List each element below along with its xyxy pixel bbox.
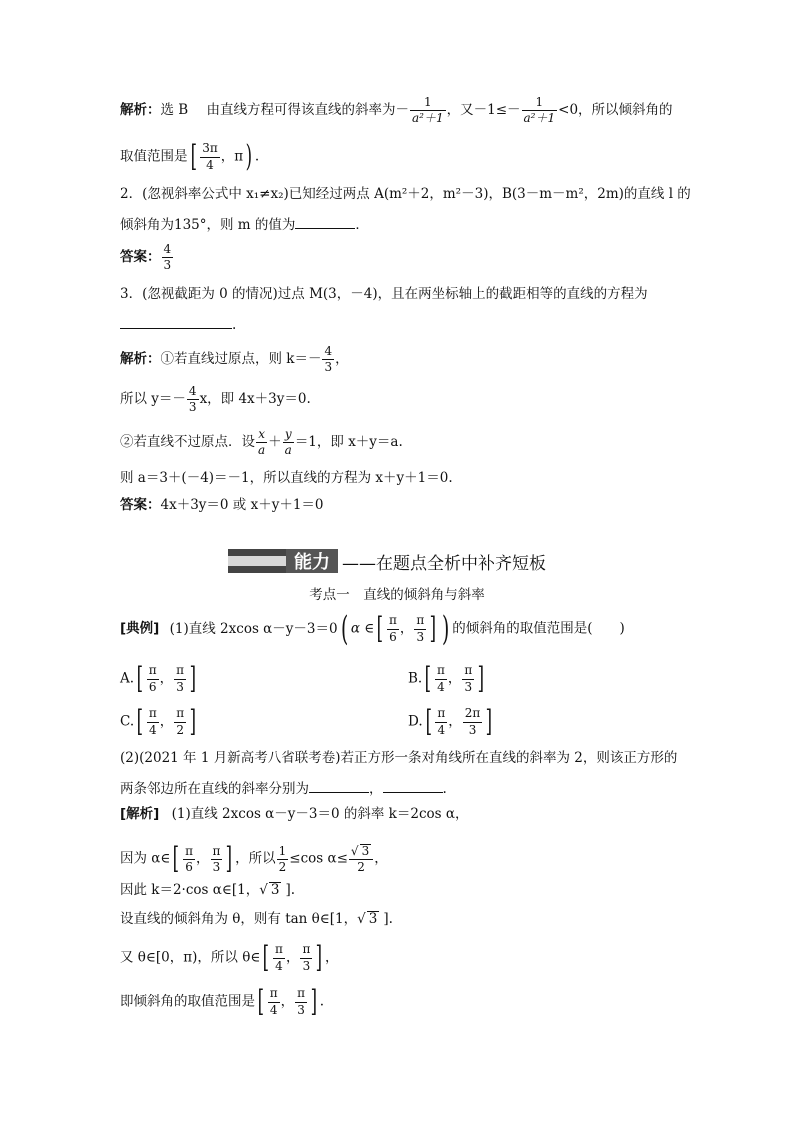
answer-blank: [309, 780, 369, 793]
left-bracket: [: [173, 841, 180, 877]
fraction: [463, 707, 483, 736]
numerator: π: [174, 707, 186, 722]
solution-step-5: [120, 940, 339, 975]
text: (1)直线 2xcos α－y－3＝0: [169, 620, 338, 637]
text: 倾斜角为135°，则 m 的值为: [120, 217, 296, 233]
denominator: 3: [416, 629, 425, 644]
fraction: [435, 664, 447, 693]
right-bracket: ]: [485, 704, 493, 739]
question-2-line-1: 2．(忽视斜率公式中 x₁≠x₂)已知经过两点 A(m²＋2，m²－3)，B(3－m－m²，2m)的直线 l 的: [120, 186, 691, 202]
text: 因为 α∈: [120, 850, 171, 867]
denominator: 4: [269, 1002, 278, 1017]
solution-label: 解析：: [120, 102, 161, 119]
numerator: √ 3: [349, 844, 373, 860]
answer-label: 答案：: [120, 249, 161, 266]
text: ，: [159, 713, 174, 730]
solution-line-2: [120, 139, 260, 174]
right-bracket: ]: [429, 611, 437, 646]
numerator: 3π: [200, 142, 220, 157]
solution-step-2: [120, 841, 388, 877]
text: x，即 4x＋3y＝0.: [199, 391, 311, 408]
fraction: [187, 385, 199, 414]
fraction: [174, 664, 186, 693]
fraction: [277, 845, 289, 874]
numerator: π: [387, 614, 399, 629]
fraction: [268, 987, 280, 1016]
answer-label: 答案：: [120, 497, 161, 513]
denominator: 6: [389, 629, 397, 644]
question-3-solution-4: 则 a＝3＋(－4)＝－1，所以直线的方程为 x＋y＋1＝0.: [120, 470, 453, 486]
numerator: π: [414, 614, 426, 629]
numerator: 1: [522, 96, 558, 111]
fraction: [211, 845, 223, 874]
text: ，: [399, 620, 414, 637]
numerator: 1: [410, 96, 446, 111]
numerator: π: [462, 664, 474, 679]
right-bracket: ]: [226, 841, 233, 877]
text: ．: [355, 217, 369, 233]
denominator: 3: [212, 859, 221, 874]
text: ，: [369, 781, 383, 797]
text: ].: [285, 882, 295, 898]
option-d: [408, 704, 495, 739]
right-bracket: ]: [189, 661, 197, 696]
text: <0，所以倾斜角的: [558, 102, 673, 119]
numerator: π: [435, 664, 447, 679]
option-a: [120, 661, 199, 696]
answer-text: 4x＋3y＝0 或 x＋y＋1＝0: [160, 497, 324, 513]
question-3-line-2: [120, 316, 236, 333]
text: ，: [325, 949, 339, 966]
text: ，又－1≤－: [446, 102, 521, 119]
option-letter: A.: [120, 670, 135, 687]
text: ②若直线不过原点．设: [120, 434, 255, 451]
sqrt-radicand: 3: [368, 911, 378, 927]
denominator: 6: [185, 859, 193, 874]
numerator: 4: [162, 243, 174, 258]
text: ＋: [268, 434, 282, 451]
left-bracket: [: [424, 661, 432, 696]
fraction: [147, 664, 159, 693]
denominator: 2: [278, 859, 287, 874]
sqrt-radicand: 3: [361, 844, 370, 858]
text: 设直线的倾斜角为 θ，则有 tan θ∈[1，: [120, 911, 358, 927]
denominator: 3: [163, 258, 172, 273]
option-letter: C.: [120, 713, 135, 730]
denominator: 4: [275, 958, 283, 973]
left-bracket: [: [190, 139, 197, 174]
denominator: 3: [188, 400, 197, 415]
text: ≤cos α≤: [289, 850, 348, 867]
example-question-2-line-2: [120, 780, 447, 797]
numerator: π: [435, 707, 447, 722]
right-bracket: ]: [477, 661, 485, 696]
text: .: [319, 993, 325, 1010]
question-3-solution-1: [120, 345, 349, 374]
fraction: [295, 987, 307, 1016]
banner-decoration: [228, 549, 286, 573]
fraction: [387, 614, 399, 643]
answer-blank: [120, 316, 232, 329]
denominator: 4: [206, 157, 214, 172]
numerator: π: [273, 943, 285, 958]
text: ，: [448, 713, 462, 730]
right-bracket: ]: [189, 704, 197, 739]
fraction: [410, 96, 446, 125]
right-paren: ): [245, 139, 253, 174]
text: ，π: [220, 148, 244, 165]
option-letter: D.: [408, 713, 423, 730]
text: (1)直线 2xcos α－y－3＝0 的斜率 k＝2cos α，: [171, 806, 469, 822]
answer-blank: [295, 216, 355, 229]
text: 取值范围是: [120, 148, 188, 165]
fraction: [183, 845, 195, 874]
numerator: x: [256, 428, 267, 443]
fraction: [162, 243, 174, 272]
section-title: 考点一 直线的倾斜角与斜率: [309, 587, 485, 603]
sqrt-radicand: 3: [270, 882, 280, 898]
text: 又 θ∈[0，π)，所以 θ∈: [120, 949, 261, 966]
text: ＝1，即 x＋y＝a.: [294, 434, 403, 451]
fraction: [462, 664, 474, 693]
text: ，: [335, 351, 349, 368]
fraction: [200, 142, 220, 171]
text: 因此 k＝2·cos α∈[1，: [120, 882, 260, 898]
text: .: [254, 148, 260, 165]
fraction: [147, 707, 159, 736]
solution-label: 解析：: [120, 351, 161, 368]
denominator: 6: [148, 679, 157, 694]
solution-step-3: 因此 k＝2·cos α∈[1，√ 3 ].: [120, 882, 295, 898]
numerator: π: [211, 845, 223, 860]
denominator: 3: [468, 722, 477, 737]
right-paren: ): [441, 609, 450, 649]
option-b: [408, 661, 487, 696]
fraction: [414, 614, 426, 643]
example-label: [典例]: [120, 620, 160, 637]
fraction: [435, 707, 447, 736]
fraction: [174, 707, 186, 736]
left-paren: (: [340, 609, 348, 649]
denominator: 2: [176, 722, 185, 737]
numerator: y: [283, 428, 294, 443]
solution-line-1: [120, 96, 673, 125]
denominator: 3: [464, 679, 473, 694]
text: ，所以: [235, 850, 276, 867]
text: 两条邻边所在直线的斜率分别为: [120, 781, 309, 797]
denominator: a²＋1: [523, 111, 556, 126]
question-3-answer: [120, 499, 324, 513]
numerator: π: [174, 664, 186, 679]
denominator: a: [258, 443, 266, 458]
solution-label: [解析]: [120, 806, 160, 822]
denominator: 4: [437, 679, 445, 694]
section-banner: [228, 549, 546, 573]
numerator: π: [183, 845, 195, 860]
solution-step-4: 设直线的倾斜角为 θ，则有 tan θ∈[1，√ 3 ].: [120, 911, 393, 927]
left-bracket: [: [376, 611, 384, 646]
text: .: [442, 781, 447, 797]
question-3-solution-3: [120, 428, 403, 457]
text: 所以 y＝－: [120, 391, 186, 408]
text: ，: [280, 993, 295, 1010]
option-letter: B.: [408, 670, 423, 687]
numerator: π: [268, 987, 280, 1002]
question-2-line-2: [120, 216, 369, 233]
text: ，: [285, 949, 300, 966]
numerator: π: [295, 987, 307, 1002]
numerator: π: [147, 707, 159, 722]
numerator: 2π: [463, 707, 483, 722]
right-bracket: ]: [315, 940, 323, 975]
denominator: a: [284, 443, 292, 458]
right-bracket: ]: [310, 984, 318, 1019]
numerator: 4: [322, 345, 334, 360]
question-3-line-1: 3．(忽视截距为 0 的情况)过点 M(3，－4)，且在两坐标轴上的截距相等的直线的方程为: [120, 286, 648, 302]
numerator: π: [300, 943, 312, 958]
text: ，: [196, 850, 210, 867]
question-2-answer: [120, 243, 174, 272]
text: 即倾斜角的取值范围是: [120, 993, 255, 1010]
denominator: 4: [437, 722, 446, 737]
text: ①若直线过原点，则 k＝－: [160, 351, 322, 368]
text: 由直线方程可得该直线的斜率为－: [206, 102, 410, 119]
denominator: 2: [357, 860, 365, 875]
example-question-2-line-1: (2)(2021 年 1 月新高考八省联考卷)若正方形一条对角线所在直线的斜率为 2，则该正方形的: [120, 750, 678, 766]
banner-label: 能力: [286, 549, 338, 573]
numerator: π: [147, 664, 159, 679]
numerator: 1: [277, 845, 289, 860]
text: ，: [374, 850, 388, 867]
fraction: [256, 428, 267, 457]
banner-subtitle: ——在题点全析中补齐短板: [342, 553, 546, 574]
fraction: [349, 844, 373, 874]
denominator: 3: [324, 360, 333, 375]
left-bracket: [: [136, 704, 144, 739]
left-bracket: [: [136, 661, 144, 696]
fraction: [273, 943, 285, 972]
fraction: [322, 345, 334, 374]
solution-step-1: [120, 808, 468, 822]
text: ，: [159, 670, 174, 687]
denominator: 3: [297, 1002, 305, 1017]
left-bracket: [: [425, 704, 432, 739]
text: ，: [447, 670, 462, 687]
fraction: [522, 96, 558, 125]
text: .: [232, 317, 237, 333]
left-bracket: [: [257, 984, 265, 1019]
option-c: [120, 704, 199, 739]
text: ].: [383, 911, 393, 927]
denominator: 4: [148, 722, 157, 737]
numerator: 4: [187, 385, 199, 400]
choice-text: 选 B: [160, 102, 189, 119]
denominator: 3: [176, 679, 184, 694]
fraction: [283, 428, 294, 457]
example-line-1: [120, 609, 625, 649]
answer-blank: [383, 780, 443, 793]
text: 的倾斜角的取值范围是( ): [452, 620, 625, 637]
denominator: a²＋1: [412, 111, 444, 126]
denominator: 3: [302, 958, 311, 973]
solution-step-6: [120, 984, 325, 1019]
fraction: [300, 943, 312, 972]
left-bracket: [: [262, 940, 270, 975]
text: α ∈: [350, 620, 375, 637]
question-3-solution-2: [120, 385, 311, 414]
